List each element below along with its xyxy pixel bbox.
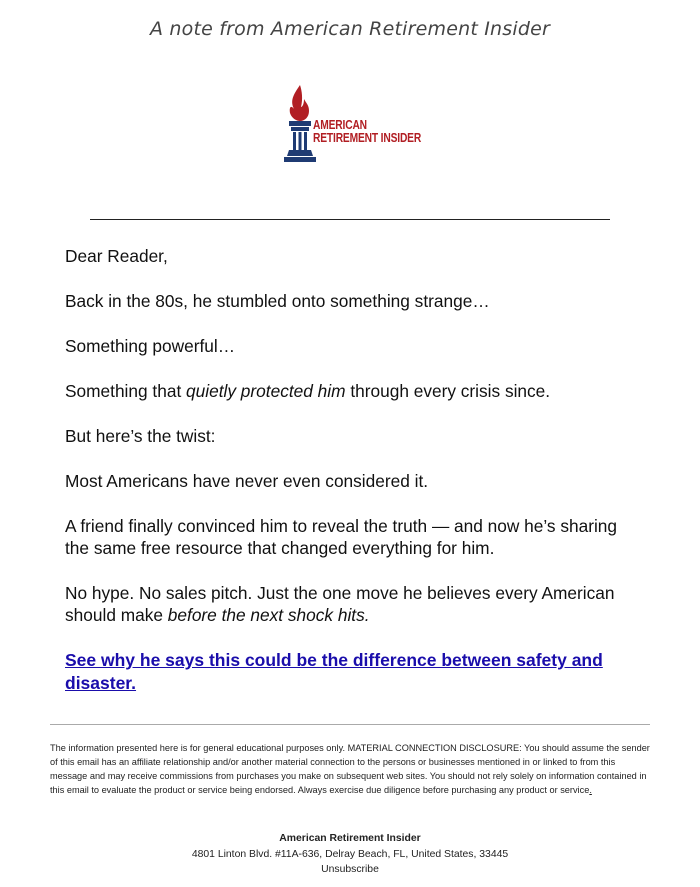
- paragraph-4: But here’s the twist:: [65, 426, 216, 446]
- paragraph-7: [65, 582, 645, 626]
- cta-paragraph: [65, 649, 645, 695]
- disclaimer-text: [50, 741, 650, 797]
- paragraph-2: Something powerful…: [65, 336, 236, 356]
- paragraph-5: Most Americans have never even considered it.: [65, 471, 429, 491]
- preheader-text: A note from American Retirement Insider: [149, 18, 551, 40]
- paragraph-3: [65, 380, 645, 402]
- unsubscribe-link[interactable]: Unsubscribe: [321, 864, 379, 875]
- footer: [0, 831, 700, 878]
- disclaimer-end: .: [589, 785, 592, 795]
- paragraph-1: Back in the 80s, he stumbled onto something strange…: [65, 291, 490, 311]
- paragraph-7-start: No hype. No sales pitch. Just the one move he believes every American should make: [65, 583, 615, 625]
- logo-line-2: RETIREMENT INSIDER: [313, 131, 422, 145]
- footer-address: 4801 Linton Blvd. #11A-636, Delray Beach, FL, United States, 33445: [191, 848, 509, 860]
- disclaimer-body: The information presented here is for general educational purposes only. MATERIAL CONNECTION DISCLOSURE: You should assume the sender of this email has an affiliate relationship and/or another material connection to the persons or businesses mentioned in or linked to from this message and may receive commissions from purchases you make on subsequent web sites. You should not rely solely on information contained in this email to evaluate the product or service being endorsed. Always exercise due diligence before purchasing any product or service: [50, 743, 650, 795]
- logo-wordmark: [313, 119, 421, 145]
- paragraph-3-start: Something that: [65, 381, 187, 401]
- footer-company: American Retirement Insider: [279, 833, 421, 844]
- brand-logo[interactable]: [280, 83, 425, 165]
- paragraph-6: A friend finally convinced him to reveal the truth — and now he’s sharing the same free resource that changed everything for him.: [65, 516, 618, 558]
- footer-divider: [50, 724, 650, 725]
- paragraph-3-end: through every crisis since.: [345, 381, 551, 401]
- logo-line-1: AMERICAN: [313, 118, 367, 132]
- paragraph-7-emphasis: before the next shock hits.: [167, 605, 370, 625]
- header-divider: [90, 219, 610, 220]
- paragraph-3-emphasis: quietly protected him: [186, 381, 346, 401]
- cta-link[interactable]: See why he says this could be the difference between safety and disaster.: [65, 650, 603, 693]
- greeting: Dear Reader,: [65, 246, 168, 266]
- email-body: [65, 245, 645, 718]
